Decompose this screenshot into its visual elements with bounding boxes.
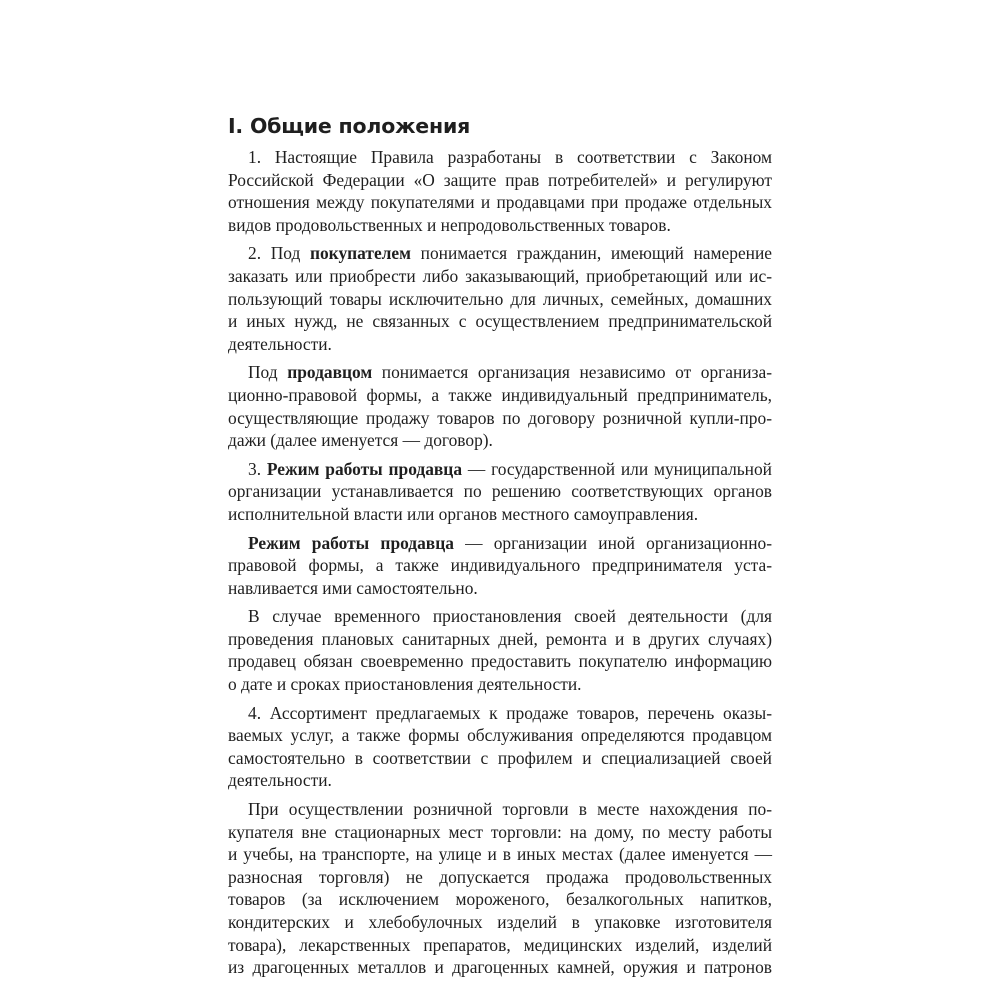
text-line bbox=[228, 146, 772, 169]
text-line bbox=[228, 650, 772, 673]
paragraph bbox=[228, 242, 772, 355]
text-line bbox=[228, 384, 772, 407]
paragraph bbox=[228, 361, 772, 451]
text-line bbox=[228, 821, 772, 844]
text-line bbox=[228, 577, 772, 600]
document-page bbox=[228, 112, 772, 985]
text-segment: отношения между покупателями и продавцами при продаже отдельных bbox=[228, 192, 772, 213]
text-line bbox=[228, 554, 772, 577]
text-line bbox=[228, 702, 772, 725]
text-segment: организации устанавливается по решению соответствующих органов bbox=[228, 481, 772, 502]
text-line bbox=[228, 310, 772, 333]
text-line bbox=[228, 769, 772, 792]
text-segment: пользующий товары исключительно для личных, семейных, домашних bbox=[228, 288, 772, 309]
text-line bbox=[228, 628, 772, 651]
paragraph bbox=[228, 458, 772, 526]
bold-term: продавцом bbox=[287, 362, 373, 383]
text-segment: понимается гражданин, имеющий намерение bbox=[411, 243, 772, 264]
text-line bbox=[228, 288, 772, 311]
text-segment: навливается ими самостоятельно. bbox=[228, 577, 478, 598]
text-line bbox=[228, 747, 772, 770]
text-segment: самостоятельно в соответствии с профилем и специализацией своей bbox=[228, 747, 772, 768]
text-line bbox=[228, 724, 772, 747]
text-line bbox=[228, 191, 772, 214]
text-segment: 4. Ассортимент предлагаемых к продаже товаров, перечень оказы- bbox=[248, 702, 772, 723]
text-segment: о дате и сроках приостановления деятельности. bbox=[228, 674, 582, 695]
text-segment: исполнительной власти или органов местного самоуправления. bbox=[228, 503, 699, 524]
text-segment: проведения плановых санитарных дней, ремонта и в других случаях) bbox=[228, 628, 772, 649]
text-segment: ционно-правовой формы, а также индивидуальный предприниматель, bbox=[228, 384, 772, 405]
text-line bbox=[228, 169, 772, 192]
text-segment: Российской Федерации «О защите прав потребителей» и регулируют bbox=[228, 169, 772, 190]
text-segment: продавец обязан своевременно предоставить покупателю информацию bbox=[228, 651, 772, 672]
text-segment: товаров (за исключением мороженого, безалкогольных напитков, bbox=[228, 889, 772, 910]
text-segment: купателя вне стационарных мест торговли: на дому, по месту работы bbox=[228, 821, 772, 842]
document-body bbox=[228, 146, 772, 979]
text-segment: осуществляющие продажу товаров по договору розничной купли-про- bbox=[228, 407, 772, 428]
text-line bbox=[228, 934, 772, 957]
text-segment: видов продовольственных и непродовольственных товаров. bbox=[228, 214, 671, 235]
text-segment: деятельности. bbox=[228, 333, 332, 354]
text-line bbox=[228, 429, 772, 452]
text-line bbox=[228, 911, 772, 934]
text-segment: — государственной или муниципальной bbox=[462, 458, 772, 479]
text-line bbox=[228, 480, 772, 503]
text-line bbox=[228, 503, 772, 526]
paragraph bbox=[228, 605, 772, 695]
paragraph bbox=[228, 798, 772, 979]
section-heading: I. Общие положения bbox=[228, 114, 471, 138]
text-segment: и иных нужд, не связанных с осуществлением предпринимательской bbox=[228, 311, 772, 332]
text-segment: В случае временного приостановления своей деятельности (для bbox=[248, 606, 772, 627]
text-line bbox=[228, 532, 772, 555]
text-segment: заказать или приобрести либо заказывающий, приобретающий или ис- bbox=[228, 265, 772, 286]
text-line bbox=[228, 333, 772, 356]
text-line bbox=[228, 673, 772, 696]
text-line bbox=[228, 407, 772, 430]
text-segment: кондитерских и хлебобулочных изделий в упаковке изготовителя bbox=[228, 912, 772, 932]
text-line bbox=[228, 888, 772, 911]
text-segment: правовой формы, а также индивидуального предпринимателя уста- bbox=[228, 555, 772, 576]
text-segment: 3. bbox=[248, 458, 267, 479]
text-segment: из драгоценных металлов и драгоценных камней, оружия и патронов bbox=[228, 957, 772, 978]
text-segment: 2. Под bbox=[248, 243, 310, 264]
paragraph bbox=[228, 532, 772, 600]
text-segment: 1. Настоящие Правила разработаны в соответствии с Законом bbox=[248, 147, 772, 167]
text-segment: разносная торговля) не допускается продажа продовольственных bbox=[228, 866, 772, 887]
text-line bbox=[228, 265, 772, 288]
paragraph bbox=[228, 702, 772, 792]
text-line bbox=[228, 242, 772, 265]
text-segment: — организации иной организационно- bbox=[453, 532, 772, 553]
text-line bbox=[228, 214, 772, 237]
text-line bbox=[228, 361, 772, 384]
text-segment: деятельности. bbox=[228, 770, 332, 791]
text-segment: товара), лекарственных препаратов, медицинских изделий, изделий bbox=[228, 934, 772, 955]
bold-term: Режим работы продавца bbox=[248, 532, 454, 553]
text-line bbox=[228, 458, 772, 481]
text-segment: и учебы, на транспорте, на улице и в иных местах (далее именуется — bbox=[228, 844, 772, 865]
bold-term: покупателем bbox=[309, 243, 411, 264]
text-line bbox=[228, 866, 772, 889]
text-segment: ваемых услуг, а также формы обслуживания определяются продавцом bbox=[228, 725, 772, 746]
text-line bbox=[228, 843, 772, 866]
text-line bbox=[228, 956, 772, 979]
text-segment: При осуществлении розничной торговли в месте нахождения по- bbox=[248, 799, 772, 820]
bold-term: Режим работы продавца bbox=[266, 458, 463, 479]
text-segment: дажи (далее именуется — договор). bbox=[228, 430, 493, 451]
text-line bbox=[228, 605, 772, 628]
text-segment: понимается организация независимо от организа- bbox=[372, 362, 772, 383]
text-line bbox=[228, 798, 772, 821]
paragraph bbox=[228, 146, 772, 236]
text-segment: Под bbox=[248, 362, 288, 383]
